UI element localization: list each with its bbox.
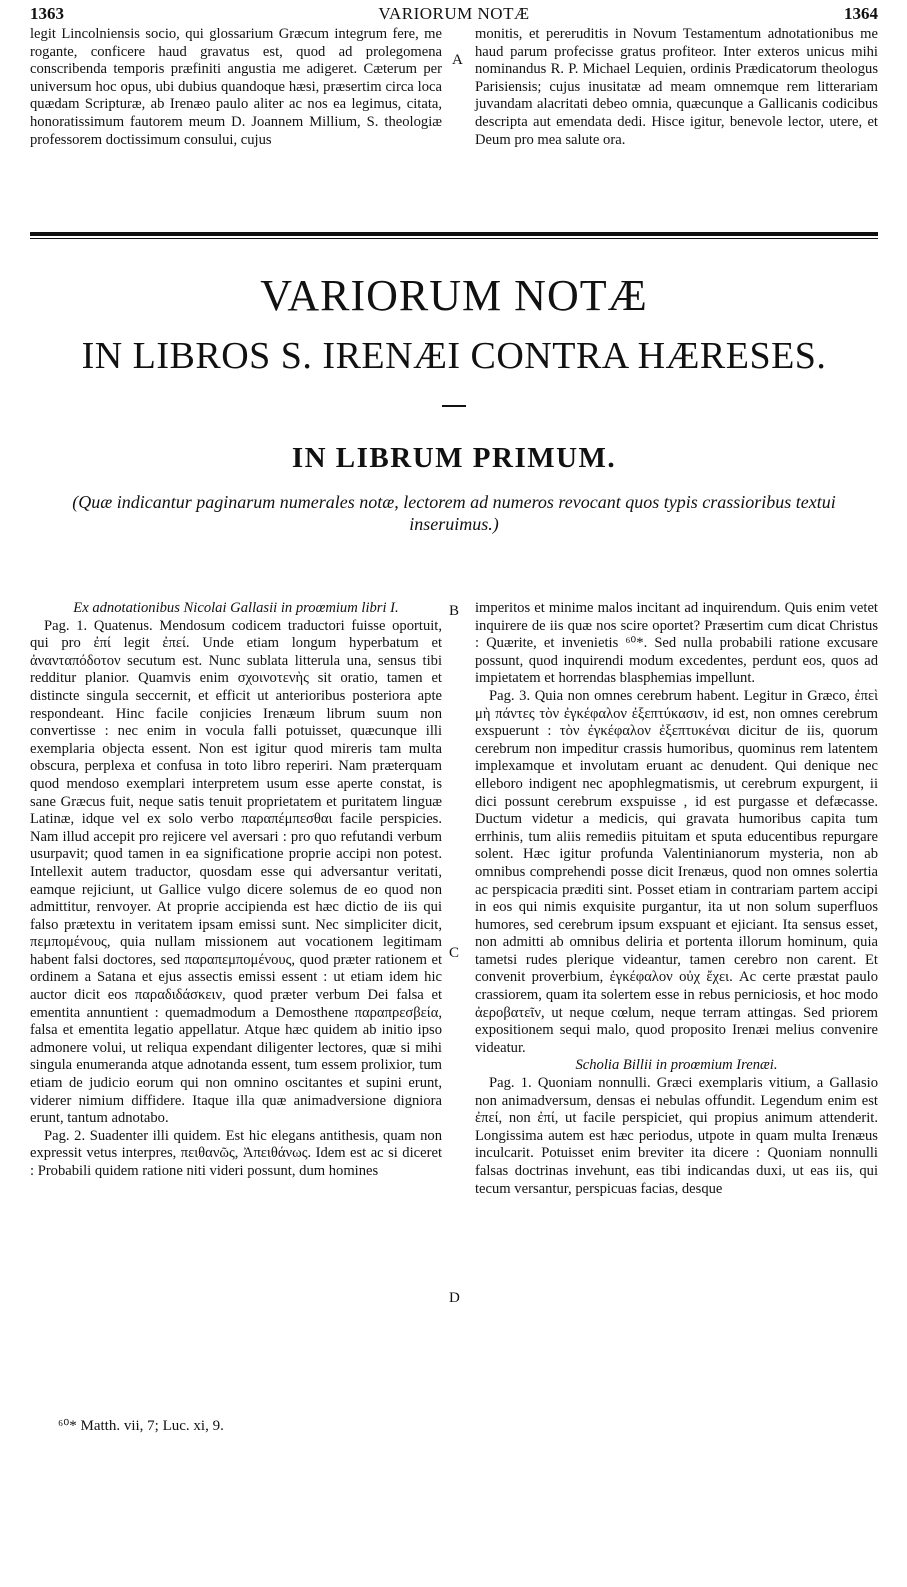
main-left-column — [30, 600, 442, 1181]
top-left-paragraph: legit Lincolniensis socio, qui glossarium Græcum integrum fere, me rogante, conficere haud gravatus est, quod ad prolegomena conscribenda temporis præfiniti angustia me adigeret. Cæterum per universum hoc opus, ubi dubius quandoque hæsi, præsertim circa loca quædam Scripturæ, ab Irenæo paulo aliter ac nos ea legimus, citata, honoratissimum fautorem meum D. Joannem Millium, S. theologiæ professorem doctissimum consului, cujus — [30, 26, 442, 148]
intro-note: (Quæ indicantur paginarum numerales notæ, lectorem ad numeros revocant quos typis crassioribus textui inseruimus.) — [72, 492, 836, 534]
top-left-column — [30, 26, 442, 149]
rule-thick — [30, 232, 878, 236]
right-heading: Scholia Billii in proœmium Irenæi. — [575, 1057, 778, 1074]
left-heading: Ex adnotationibus Nicolai Gallasii in proœmium libri I. — [73, 600, 399, 616]
margin-marker-d: D — [449, 1290, 460, 1306]
footnote: ⁶⁰* Matth. vii, 7; Luc. xi, 9. — [58, 1418, 224, 1434]
main-right-column — [475, 600, 878, 1198]
margin-marker-b: B — [449, 603, 460, 619]
title-dash — [442, 405, 466, 407]
page-number-right: 1364 — [844, 4, 878, 23]
left-paragraph-2: Pag. 2. Suadenter illi quidem. Est hic elegans antithesis, quam non expressit vetus interpres, πειθανῶς, Ἀπειθάνως. Idem est ac si diceret : Probabili quidem ratione niti videri possunt, dum homines — [30, 1127, 442, 1179]
right-paragraph-3: Pag. 1. Quoniam nonnulli. Græci exemplaris vitium, a Gallasio non animadversum, densas ei nebulas offundit. Legendum enim est ἐπεί, non ἐπί, ut facile perspiciet, qui propius animum attenderit. Longissima autem est hæc periodus, utpote in quam multa Irenæus inculcarit. Potuisset enim breviter ita dicere : Quoniam nonnulli falsas doctrinas invehunt, eas tibi indicandas duxi, ut eas iis, qui tecum versantur, perspicuas facias, desque — [475, 1075, 878, 1197]
main-subtitle: IN LIBROS S. IRENÆI CONTRA HÆRESES. — [81, 335, 827, 377]
top-right-paragraph: monitis, et pereruditis in Novum Testamentum adnotationibus me haud parum profecisse gratus profiteor. Inter exteros unicus mihi nominandus R. P. Michael Lequien, ordinis Prædicatorum theologus Parisiensis; cujus inusitatæ ad meam omnemque rem litterariam juvandam alacritati debeo omnia, quæcunque a Gallicanis codicibus descripta aut emendata dedi. Hisce igitur, benevole lector, utere, et Deum pro mea salute ora. — [475, 26, 878, 148]
running-title: VARIORUM NOTÆ — [378, 4, 530, 23]
right-paragraph-2: Pag. 3. Quia non omnes cerebrum habent. Legitur in Græco, ἐπεὶ μὴ πάντες τὸν ἐγκέφαλον ἐξεπτύκασιν, id est, non omnes cerebrum exspuerunt : τὸν ἐγκέφαλον ἐξεπτυκέναι dicitur de iis, quorum cerebrum non impeditur crassis humoribus, quominus rem latentem implexamque et involutam eruant ac denudent. Qui denique nec elleboro indigent nec apophlegmatismis, ut cerebrum expurgent, ii dici possunt cerebrum exspuisse , id est purgasse et defæcasse. Ductum videtur a medicis, qui gravata humoribus capita tum errhinis, tum aliis remediis pituitam et sputa educentibus repurgare solent. Hæc igitur profunda Valentinianorum mysteria, non ab omnibus comprehendi posse dicit Irenæus, quod non omnes solertia ac perspicacia præditi sint. Posset etiam in contrariam partem accipi in eos qui nimis exquisite purgantur, ita ut non solum superfluos humores, sed cerebrum ipsum exspuant et ejiciant. Ita sensus esset, non admitti ab omnibus deliria et portenta illorum hominum, quia tametsi rudes plerique videantur, tamen cerebro non carent. Et convenit proverbium, ἐγκέφαλον οὐχ ἔχει. Ac certe præstat paulo crassiorem, quam ita solertem esse in rebus perniciosis, et hoc modo ἀεροβατεῖν, ut neque cœlum, neque terram attingas. Sed priorem expositionem sequi malo, quod proposito Irenæi melius convenire videatur. — [475, 687, 878, 1056]
left-paragraph-1: Pag. 1. Quatenus. Mendosum codicem traductori fuisse oportuit, qui pro ἐπί legit ἐπεί. Unde etiam longum hyperbatum et ἀνανταπόδοτον secutum est. Nunc sublata litterula una, sensus tibi redditur planior. Quamvis enim σχοινοτενὴς sit oratio, tamen et distincte singula seccernit, et efficit ut anterioribus posteriora apte respondeant. Hinc facile conjicies Irenæum librum suum non convertisse : nec enim in vocula falli potuisset, quæcunque illi exemplaria objecta essent. Non est igitur quod mireris tam multa obscura, perplexa et confusa in toto libro reperiri. Nam præterquam quod mendoso exemplari interpretem usum esse aperte constat, is sane Græcus fuit, neque satis tenuit proprietatem et puritatem linguæ Latinæ, idque vel ex solo verbo παραπέμπεσθαι facile perspicies. Nam illud accepit pro rejicere vel aversari : pro quo refutandi verbum usurpavit; quod tamen in ea significatione proprie accipi non potest. Intellexit autem traductor, quosdam esse qui adversantur veritati, eamque rejiciunt, ut Gallice vulgo dicere solemus de eo quod non admittitur, renvoyer. At proprie accipienda est hæc dictio de iis qui falso prætextu in veritatem ipsam emissi sunt. Nec simpliciter dicit, πεμπομένους, quia nullam missionem aut vocationem legitimam habent falsi doctores, sed παραπεμπομένους, quod præter rationem et ordinem a Satana et ejus assectis emissi essent : ut etiam idem hic auctor dicit eos παραδιδάσκειν, quod præter verbum Dei falsa et ementita annuntient : quemadmodum a Demosthene παραπρεσβεία, falsa et ementita legatio appellatur. Atque hæc quidem ab initio ipso admonere volui, ut reliqua expendant diligenter lectores, quæ si mihi singula enumeranda atque adnotanda essent, tum essem prolixior, tum etiam de judicio eorum qui non omnino oscitantes et supini erunt, viderer nimium diffidere. Itaque illa quæ animadversione digniora erunt, tantum adnotabo. — [30, 617, 442, 1127]
running-head — [30, 4, 878, 26]
margin-marker-a: A — [452, 52, 463, 68]
rule-thin — [30, 238, 878, 239]
margin-marker-c: C — [449, 945, 460, 961]
section-rule — [30, 232, 878, 241]
section-title: IN LIBRUM PRIMUM. — [291, 442, 617, 474]
page-number-left: 1363 — [30, 4, 64, 23]
right-paragraph-1: imperitos et minime malos incitant ad inquirendum. Quis enim vetet inquirere de iis quæ nos scire oportet? Præsertim cum dicat Christus : Quærite, et invenietis ⁶⁰*. Sed nulla probabili ratione excusare possunt, quod inquirendi modum excedentes, perdunt eos, quos ad impietatem et horrendas blasphemias impellunt. — [475, 600, 878, 687]
top-right-column — [475, 26, 878, 149]
main-title: VARIORUM NOTÆ — [260, 271, 648, 320]
